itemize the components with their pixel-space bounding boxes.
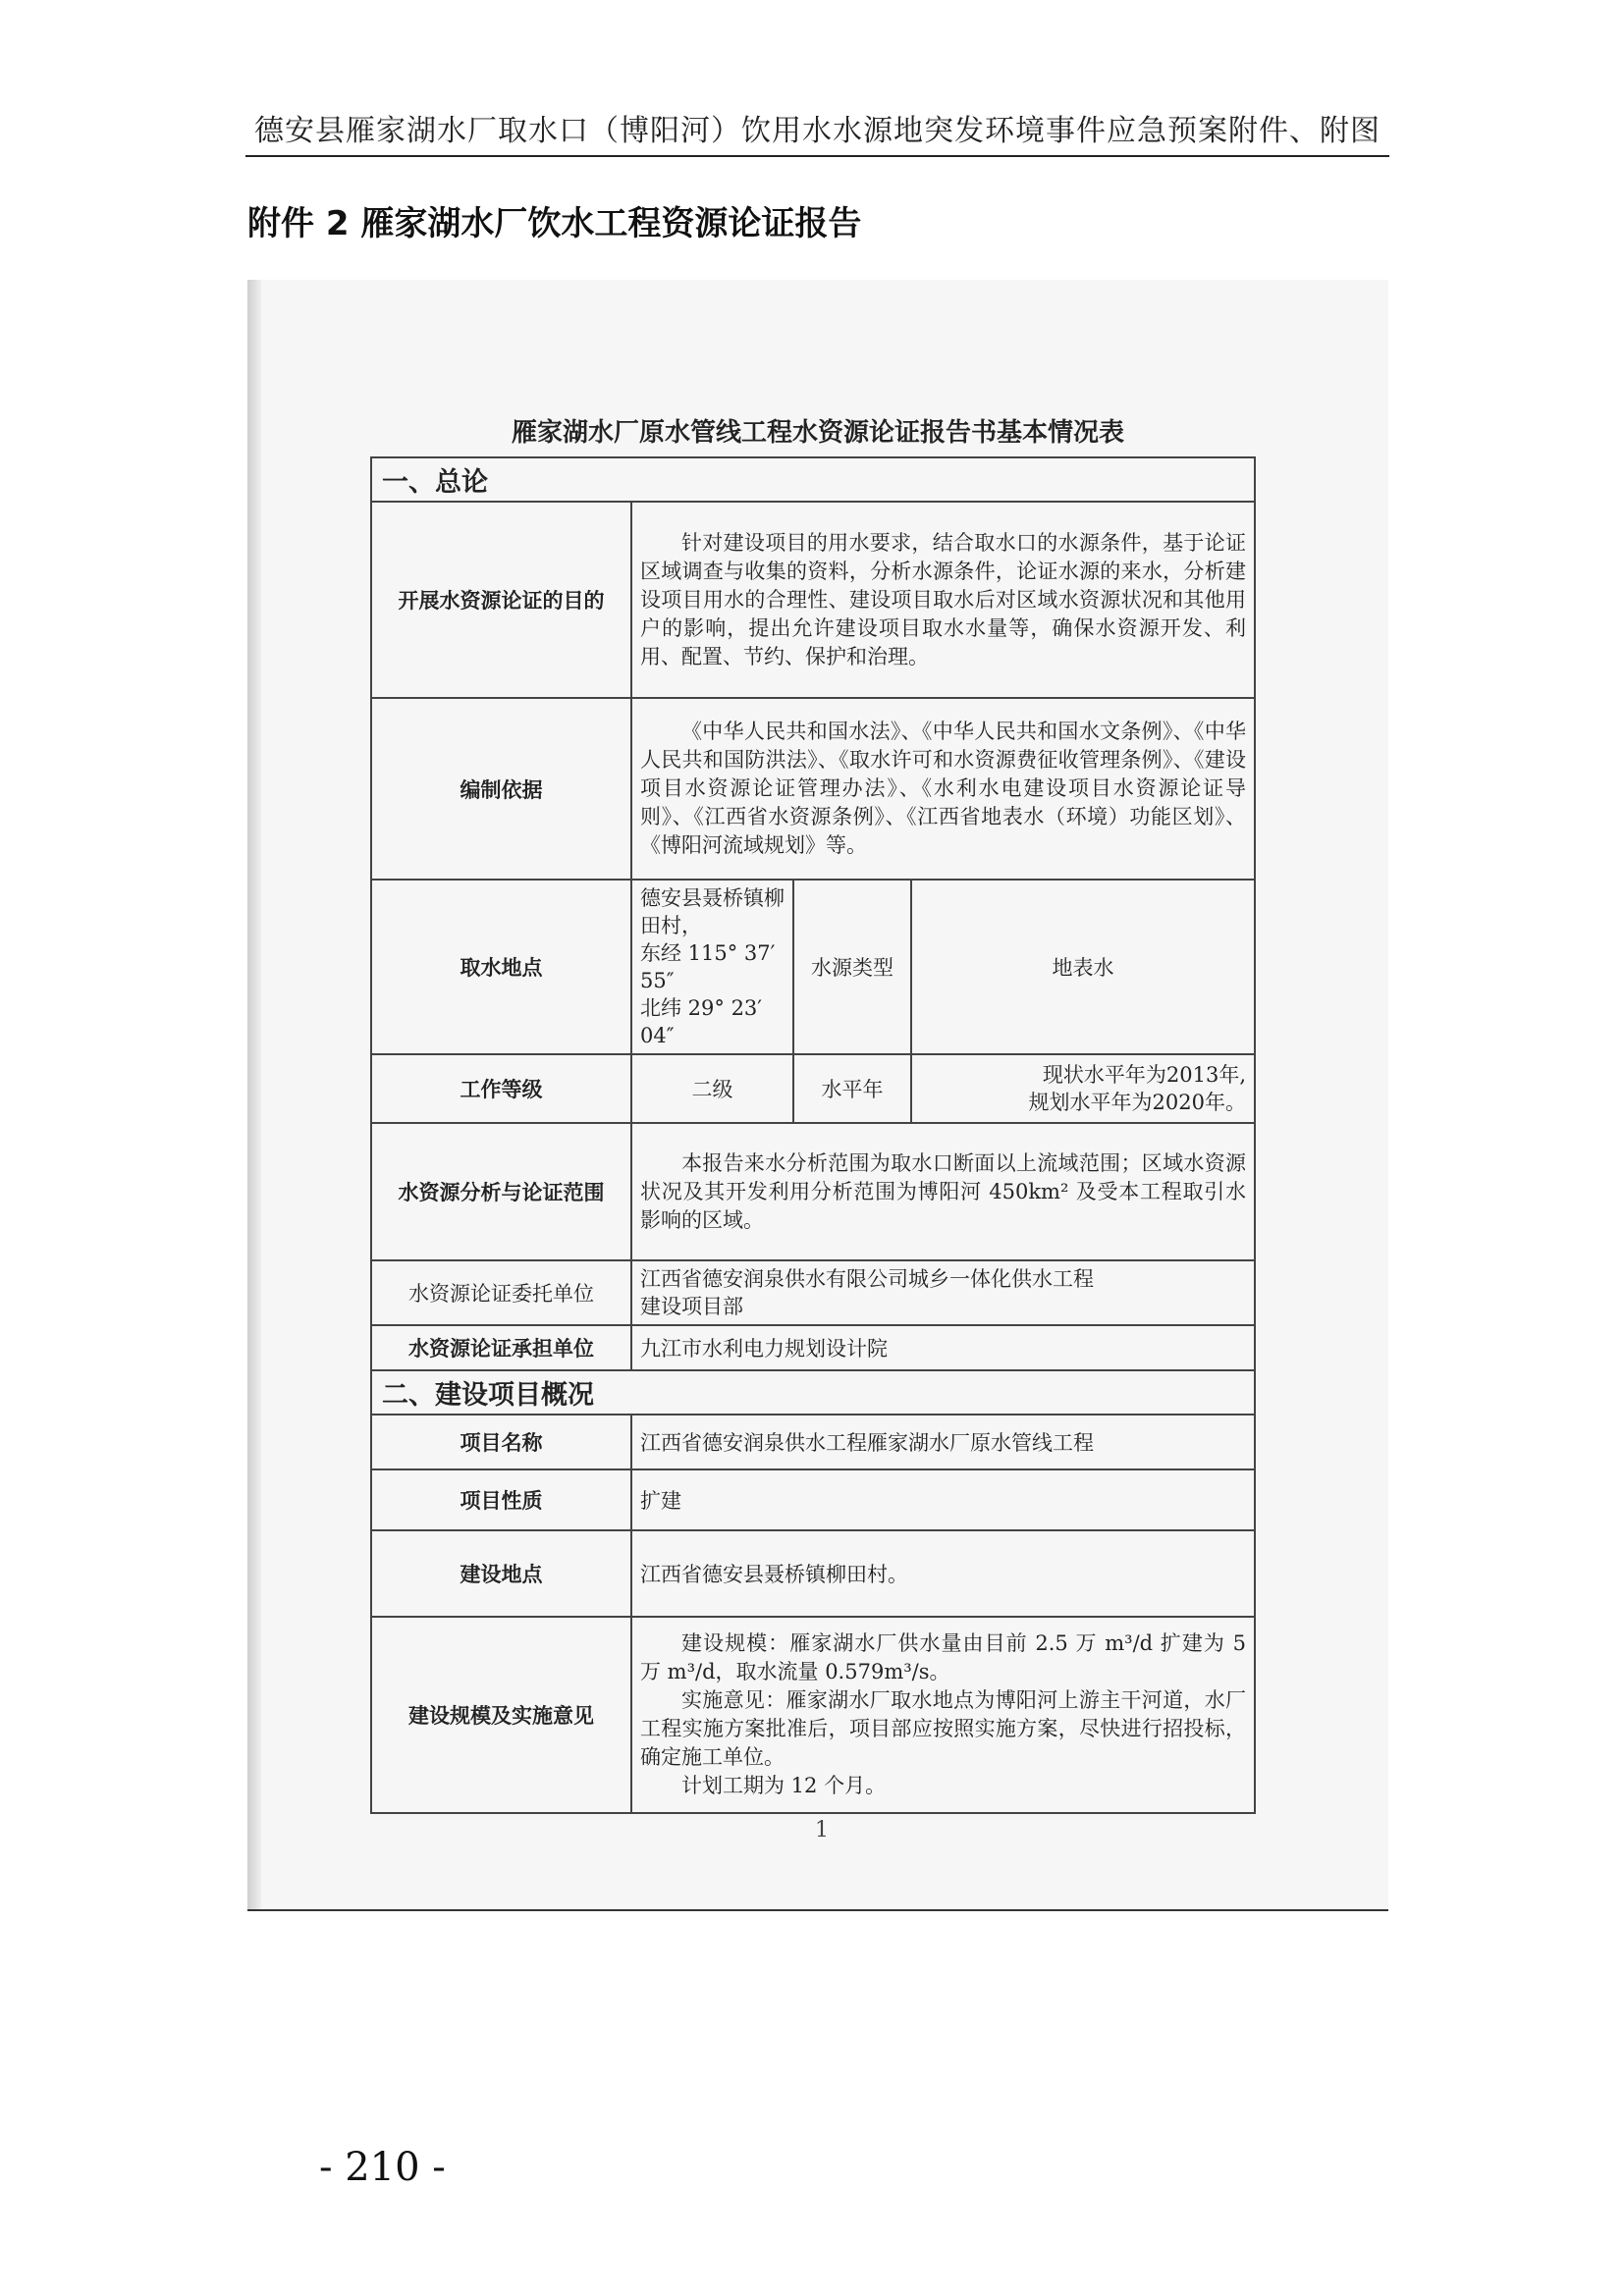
- intake-row: [371, 880, 1255, 1054]
- project-nature-row: [371, 1469, 1255, 1530]
- intake-label: 取水地点: [371, 880, 631, 1054]
- project-nature-label: 项目性质: [371, 1469, 631, 1530]
- section2-row: [371, 1370, 1255, 1415]
- client-line2: 建设项目部: [640, 1295, 743, 1318]
- scope-text: 本报告来水分析范围为取水口断面以上流域范围；区域水资源状况及其开发利用分析范围为博阳河 450km² 及受本工程取引水影响的区域。: [631, 1123, 1255, 1260]
- scale-row: [371, 1617, 1255, 1813]
- level-year-current: 现状水平年为2013年,: [1042, 1063, 1246, 1087]
- level-year-label: 水平年: [793, 1054, 911, 1123]
- intake-value: [631, 880, 793, 1054]
- contractor-label: 水资源论证承担单位: [371, 1325, 631, 1370]
- page-number: - 210 -: [319, 2145, 446, 2190]
- scale-label: 建设规模及实施意见: [371, 1617, 631, 1813]
- project-name-label: 项目名称: [371, 1415, 631, 1469]
- contractor-value: 九江市水利电力规划设计院: [631, 1325, 1255, 1370]
- project-name-value: 江西省德安润泉供水工程雁家湖水厂原水管线工程: [631, 1415, 1255, 1469]
- level-year-value: [911, 1054, 1255, 1123]
- section1-row: [371, 457, 1255, 502]
- contractor-row: [371, 1325, 1255, 1370]
- project-nature-value: 扩建: [631, 1469, 1255, 1530]
- basis-text: 《中华人民共和国水法》、《中华人民共和国水文条例》、《中华人民共和国防洪法》、《取水许可和水资源费征收管理条例》、《建设项目水资源论证管理办法》、《水利水电建设项目水资源论证导则》、《江西省水资源条例》、《江西省地表水（环境）功能区划》、《博阳河流域规划》等。: [631, 698, 1255, 880]
- page-header: 德安县雁家湖水厂取水口（博阳河）饮用水水源地突发环境事件应急预案附件、附图: [245, 110, 1389, 157]
- section1-heading: 一、总论: [371, 457, 1255, 502]
- location-label: 建设地点: [371, 1530, 631, 1617]
- section2-heading: 二、建设项目概况: [371, 1370, 1255, 1415]
- grade-row: [371, 1054, 1255, 1123]
- intake-longitude: 东经 115° 37′ 55″: [640, 941, 776, 992]
- scale-para2: 实施意见：雁家湖水厂取水地点为博阳河上游主干河道，水厂工程实施方案批准后，项目部应按照实施方案，尽快进行招投标，确定施工单位。: [640, 1688, 1246, 1769]
- scale-para3: 计划工期为 12 个月。: [681, 1774, 887, 1797]
- grade-label: 工作等级: [371, 1054, 631, 1123]
- level-year-planned: 规划水平年为2020年。: [1028, 1091, 1246, 1114]
- project-name-row: [371, 1415, 1255, 1469]
- intake-latitude: 北纬 29° 23′ 04″: [640, 996, 763, 1047]
- source-type-value: 地表水: [911, 880, 1255, 1054]
- source-type-label: 水源类型: [793, 880, 911, 1054]
- scan-title: 雁家湖水厂原水管线工程水资源论证报告书基本情况表: [511, 418, 1124, 448]
- purpose-row: [371, 502, 1255, 698]
- client-value: [631, 1260, 1255, 1325]
- scan-page-number: 1: [815, 1818, 829, 1842]
- intake-line1: 德安县聂桥镇柳田村，: [640, 886, 785, 937]
- location-row: [371, 1530, 1255, 1617]
- client-label: 水资源论证委托单位: [371, 1260, 631, 1325]
- scan-edge-shadow: [247, 280, 261, 1909]
- scope-row: [371, 1123, 1255, 1260]
- basic-info-table: [370, 456, 1256, 1814]
- scope-label: 水资源分析与论证范围: [371, 1123, 631, 1260]
- client-row: [371, 1260, 1255, 1325]
- scale-para1: 建设规模：雁家湖水厂供水量由目前 2.5 万 m³/d 扩建为 5 万 m³/d，取水流量 0.579m³/s。: [640, 1631, 1246, 1683]
- basis-label: 编制依据: [371, 698, 631, 880]
- purpose-text: 针对建设项目的用水要求，结合取水口的水源条件，基于论证区域调查与收集的资料，分析水源条件，论证水源的来水，分析建设项目用水的合理性、建设项目取水后对区域水资源状况和其他用户的影响，提出允许建设项目取水水量等，确保水资源开发、利用、配置、节约、保护和治理。: [631, 502, 1255, 698]
- basis-row: [371, 698, 1255, 880]
- scanned-document: [247, 280, 1388, 1911]
- scale-value: [631, 1617, 1255, 1813]
- location-value: 江西省德安县聂桥镇柳田村。: [631, 1530, 1255, 1617]
- grade-value: 二级: [631, 1054, 793, 1123]
- purpose-label: 开展水资源论证的目的: [371, 502, 631, 698]
- client-line1: 江西省德安润泉供水有限公司城乡一体化供水工程: [640, 1267, 1094, 1291]
- attachment-title: 附件 2 雁家湖水厂饮水工程资源论证报告: [247, 204, 862, 243]
